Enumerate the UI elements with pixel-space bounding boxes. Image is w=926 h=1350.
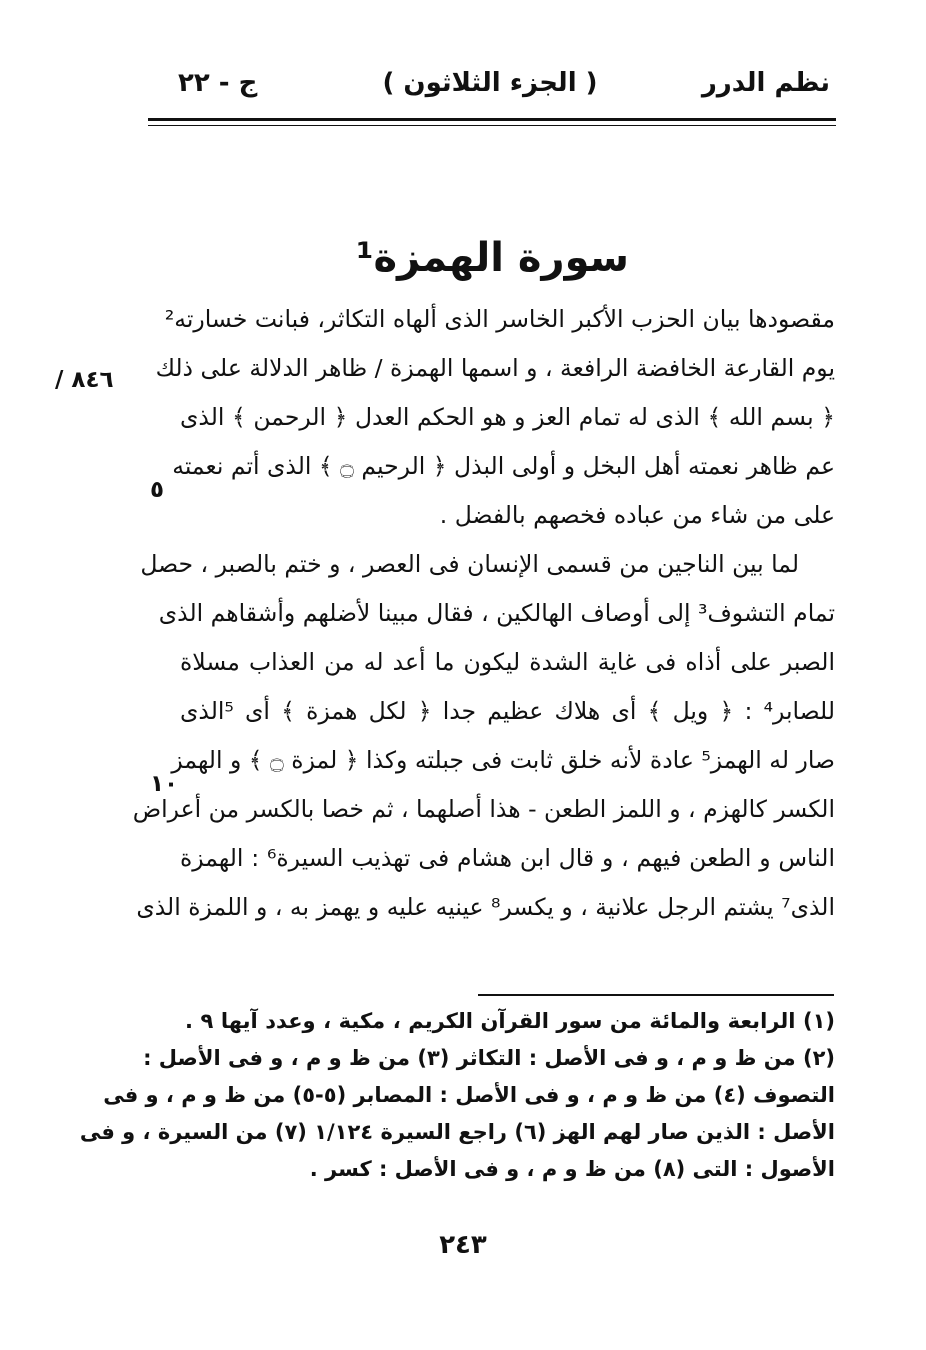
book-title: نظم الدرر [701, 68, 830, 98]
footnote-line: (٢) من ظ و م ، و فى الأصل : التكاثر (٣) من ظ و م ، و فى الأصل : [143, 1046, 835, 1070]
footnotes [79, 1003, 835, 1188]
footnote-line: (١) الرابعة والمائة من سور القرآن الكريم ، مكية ، وعدد آيها ٩ . [185, 1009, 835, 1033]
footnote-line: الأصول : التى (٨) من ظ و م ، و فى الأصل : كسر . [309, 1157, 835, 1181]
body-line: على من شاء من عباده فخصهم بالفضل . [439, 501, 835, 529]
header-rule-thin [148, 125, 836, 126]
part-title: ( الجزء الثلاثون ) [382, 68, 598, 98]
body-line: مقصودها بيان الحزب الأكبر الخاسر الذى ألهاه التكاثر، فبانت خسارته² [164, 305, 835, 333]
body-line: للصابر⁴ : ﴿ ويل ﴾ أى هلاك عظيم جدا ﴿ لكل همزة ﴾ أى ⁵الذى [180, 697, 835, 725]
page-number: ٢٤٣ [439, 1230, 487, 1260]
body-line: لما بين الناجين من قسمى الإنسان فى العصر ، و ختم بالصبر ، حصل [140, 550, 799, 578]
body-line: الذى⁷ يشتم الرجل علانية ، و يكسر⁸ عينيه عليه و يهمز به ، و اللمزة الذى [136, 893, 835, 921]
header-rule-thick [148, 118, 836, 121]
body-line: الناس و الطعن فيهم ، و قال ابن هشام فى تهذيب السيرة⁶ : الهمزة [180, 844, 835, 872]
body-line: الصبر على أذاه فى غاية الشدة ليكون ما أعد له من العذاب مسلاة [180, 648, 835, 676]
volume-label: ج - ٢٢ [178, 68, 258, 98]
body-line: عم ظاهر نعمته أهل البخل و أولى البذل ﴿ الرحيم ۝ ﴾ الذى أتم نعمته [172, 452, 835, 480]
surah-title: سورة الهمزة¹ [356, 235, 629, 281]
body-line: ﴿ بسم الله ﴾ الذى له تمام العز و هو الحكم العدل ﴿ الرحمن ﴾ الذى [180, 403, 835, 431]
body-line: تمام التشوف³ إلى أوصاف الهالكين ، فقال مبينا لأضلهم وأشقاهم الذى [158, 599, 835, 627]
margin-line-number-5: ٥ [150, 477, 165, 503]
body-line: الكسر كالهزم ، و اللمز الطعن - هذا أصلهما ، ثم خصا بالكسر من أعراض [132, 795, 835, 823]
footnote-line: التصوف (٤) من ظ و م ، و فى الأصل : المصابر (٥-٥) من ظ و م ، و فى [103, 1083, 835, 1107]
margin-line-number-10: ١٠ [150, 771, 179, 797]
footnote-line: الأصل : الذين صار لهم الهز (٦) راجع السيرة ١/١٢٤ (٧) من السيرة ، و فى [79, 1120, 835, 1144]
running-header [150, 62, 830, 112]
footnote-rule [478, 994, 834, 996]
body-line: صار له الهمز⁵ عادة لأنه خلق ثابت فى جبلته وكذا ﴿ لمزة ۝ ﴾ و الهمز [171, 746, 835, 774]
body-line: يوم القارعة الخافضة الرافعة ، و اسمها الهمزة / ظاهر الدلالة على ذلك [155, 354, 835, 382]
page-reference-mark: / ٨٤٦ [55, 367, 114, 393]
